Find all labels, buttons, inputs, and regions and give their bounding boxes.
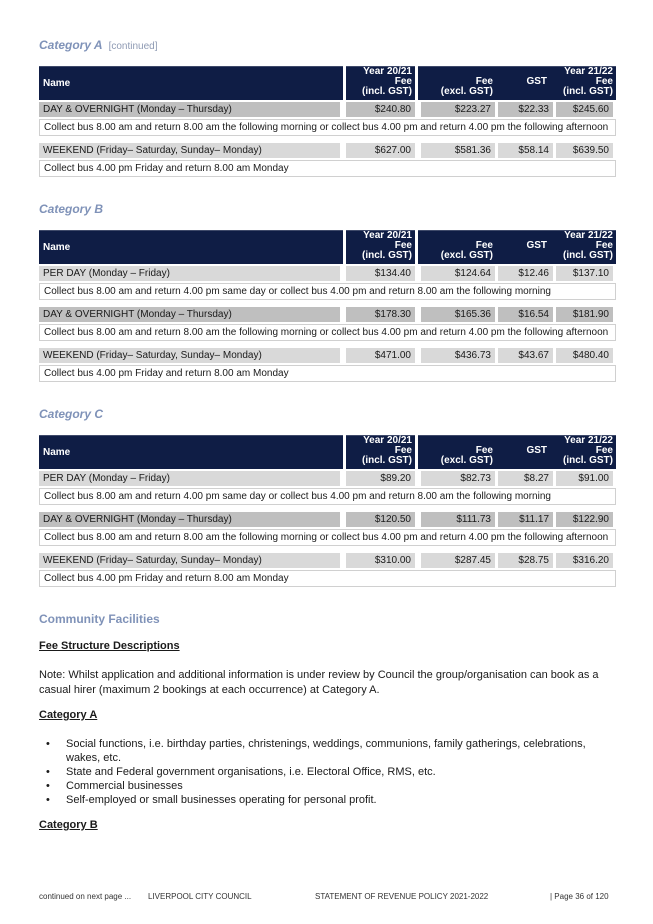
cell-incl: $122.90 (556, 512, 613, 527)
footer-continued: continued on next page ... (39, 892, 132, 901)
column-header-name: Name (43, 242, 71, 253)
fee-label: Fee (475, 76, 493, 87)
cell-name: DAY & OVERNIGHT (Monday – Thursday) (39, 307, 340, 322)
list-item: • Commercial businesses (46, 780, 183, 792)
category-b-heading: Category B (39, 202, 104, 216)
header-rule (39, 230, 616, 231)
fee-label: Fee (595, 240, 613, 251)
header-rule (39, 66, 616, 67)
incl-gst-label: (incl. GST) (563, 455, 613, 466)
bullet-icon: • (46, 780, 50, 792)
cell-name: DAY & OVERNIGHT (Monday – Thursday) (39, 102, 340, 117)
fee-label: Fee (394, 240, 412, 251)
footer-council: LIVERPOOL CITY COUNCIL (148, 892, 252, 901)
category-c-table (39, 435, 616, 587)
cell-excl: $287.45 (421, 553, 495, 568)
list-item: • State and Federal government organisations, i.e. Electoral Office, RMS, etc. (46, 766, 436, 778)
table-header (39, 230, 616, 264)
cell-gst: $12.46 (498, 266, 553, 281)
cell-gst: $58.14 (498, 143, 553, 158)
cell-incl: $91.00 (556, 471, 613, 486)
cell-excl: $82.73 (421, 471, 495, 486)
column-header-fee-excl (421, 77, 493, 97)
row-note: Collect bus 4.00 pm Friday and return 8.00 am Monday (39, 365, 616, 382)
cell-name: DAY & OVERNIGHT (Monday – Thursday) (39, 512, 340, 527)
year-label: Year 20/21 (363, 66, 412, 77)
cell-excl: $223.27 (421, 102, 495, 117)
incl-gst-label: (incl. GST) (362, 86, 412, 97)
column-header-year-next (556, 436, 613, 466)
column-header-year-prev (346, 67, 412, 97)
row-note: Collect bus 4.00 pm Friday and return 8.00 am Monday (39, 160, 616, 177)
column-header-gst: GST (526, 240, 547, 251)
column-header-gst: GST (526, 445, 547, 456)
cell-name: WEEKEND (Friday– Saturday, Sunday– Monday) (39, 143, 340, 158)
row-note: Collect bus 8.00 am and return 4.00 pm same day or collect bus 4.00 pm and return 8.00 am the following morning (39, 488, 616, 505)
excl-gst-label: (excl. GST) (440, 455, 493, 466)
cell-prev: $627.00 (346, 143, 415, 158)
cell-prev: $120.50 (346, 512, 415, 527)
incl-gst-label: (incl. GST) (563, 86, 613, 97)
row-note: Collect bus 8.00 am and return 4.00 pm same day or collect bus 4.00 pm and return 8.00 am the following morning (39, 283, 616, 300)
table-row (39, 471, 616, 486)
table-row (39, 348, 616, 363)
column-header-fee-excl (421, 446, 493, 466)
footer-page-number: | Page 36 of 120 (550, 892, 609, 901)
fee-label: Fee (394, 76, 412, 87)
year-label: Year 20/21 (363, 435, 412, 446)
column-header-year-prev (346, 231, 412, 261)
fee-structure-heading: Fee Structure Descriptions (39, 640, 180, 652)
cell-gst: $43.67 (498, 348, 553, 363)
year-label: Year 21/22 (564, 66, 613, 77)
header-rule (39, 435, 616, 436)
column-header-fee-excl (421, 241, 493, 261)
cell-excl: $581.36 (421, 143, 495, 158)
fee-label: Fee (475, 445, 493, 456)
cell-prev: $471.00 (346, 348, 415, 363)
bullet-icon: • (46, 766, 50, 778)
cell-excl: $124.64 (421, 266, 495, 281)
table-row (39, 143, 616, 158)
column-divider (415, 435, 418, 469)
row-note: Collect bus 8.00 am and return 8.00 am the following morning or collect bus 4.00 pm and return 4.00 pm the following afternoon (39, 529, 616, 546)
cell-incl: $181.90 (556, 307, 613, 322)
year-label: Year 20/21 (363, 230, 412, 241)
cell-prev: $240.80 (346, 102, 415, 117)
row-note: Collect bus 8.00 am and return 8.00 am the following morning or collect bus 4.00 pm and return 4.00 pm the following afternoon (39, 324, 616, 341)
table-row (39, 512, 616, 527)
cell-gst: $22.33 (498, 102, 553, 117)
cell-incl: $639.50 (556, 143, 613, 158)
continued-label: [continued] (108, 41, 158, 52)
cell-gst: $11.17 (498, 512, 553, 527)
fee-label: Fee (475, 240, 493, 251)
cell-incl: $316.20 (556, 553, 613, 568)
cell-prev: $89.20 (346, 471, 415, 486)
footer-statement: STATEMENT OF REVENUE POLICY 2021-2022 (315, 892, 489, 901)
cell-prev: $310.00 (346, 553, 415, 568)
cell-prev: $178.30 (346, 307, 415, 322)
column-header-gst: GST (526, 76, 547, 87)
cell-excl: $111.73 (421, 512, 495, 527)
cell-incl: $245.60 (556, 102, 613, 117)
cell-excl: $436.73 (421, 348, 495, 363)
bullet-icon: • (46, 738, 50, 750)
column-divider (415, 66, 418, 100)
column-divider (415, 230, 418, 264)
fee-label: Fee (595, 445, 613, 456)
excl-gst-label: (excl. GST) (440, 86, 493, 97)
category-a-list (39, 737, 619, 807)
table-header (39, 435, 616, 469)
community-category-b-heading: Category B (39, 819, 98, 831)
cell-incl: $480.40 (556, 348, 613, 363)
list-item: • Social functions, i.e. birthday parties, christenings, weddings, communions, family gatherings, celebrations, wakes, etc. (46, 738, 586, 764)
table-row (39, 307, 616, 322)
column-header-name: Name (43, 78, 71, 89)
cell-name: WEEKEND (Friday– Saturday, Sunday– Monday) (39, 553, 340, 568)
column-header-name: Name (43, 447, 71, 458)
row-note: Collect bus 4.00 pm Friday and return 8.00 am Monday (39, 570, 616, 587)
cell-gst: $8.27 (498, 471, 553, 486)
fee-label: Fee (595, 76, 613, 87)
column-header-year-next (556, 67, 613, 97)
community-category-a-heading: Category A (39, 709, 98, 721)
bullet-icon: • (46, 794, 50, 806)
incl-gst-label: (incl. GST) (362, 250, 412, 261)
cell-name: PER DAY (Monday – Friday) (39, 471, 340, 486)
community-facilities-heading: Community Facilities (39, 612, 160, 626)
year-label: Year 21/22 (564, 230, 613, 241)
excl-gst-label: (excl. GST) (440, 250, 493, 261)
year-label: Year 21/22 (564, 435, 613, 446)
cell-excl: $165.36 (421, 307, 495, 322)
cell-prev: $134.40 (346, 266, 415, 281)
cell-name: PER DAY (Monday – Friday) (39, 266, 340, 281)
fee-label: Fee (394, 445, 412, 456)
cell-gst: $16.54 (498, 307, 553, 322)
category-b-table (39, 230, 616, 382)
category-c-heading: Category C (39, 407, 104, 421)
list-item: • Self-employed or small businesses operating for personal profit. (46, 794, 377, 806)
table-row (39, 102, 616, 117)
category-a-heading (39, 38, 158, 52)
incl-gst-label: (incl. GST) (563, 250, 613, 261)
casual-hirer-note: Note: Whilst application and additional information is under review by Council the group/organisation can book as a casual hirer (maximum 2 bookings at each occurrence) at Category A. (39, 669, 599, 696)
incl-gst-label: (incl. GST) (362, 455, 412, 466)
column-header-year-next (556, 231, 613, 261)
row-note: Collect bus 8.00 am and return 8.00 am the following morning or collect bus 4.00 pm and return 4.00 pm the following afternoon (39, 119, 616, 136)
table-row (39, 266, 616, 281)
cell-name: WEEKEND (Friday– Saturday, Sunday– Monday) (39, 348, 340, 363)
category-a-title: Category A (39, 38, 103, 52)
table-row (39, 553, 616, 568)
category-a-table (39, 66, 616, 177)
cell-gst: $28.75 (498, 553, 553, 568)
cell-incl: $137.10 (556, 266, 613, 281)
table-header (39, 66, 616, 100)
column-header-year-prev (346, 436, 412, 466)
